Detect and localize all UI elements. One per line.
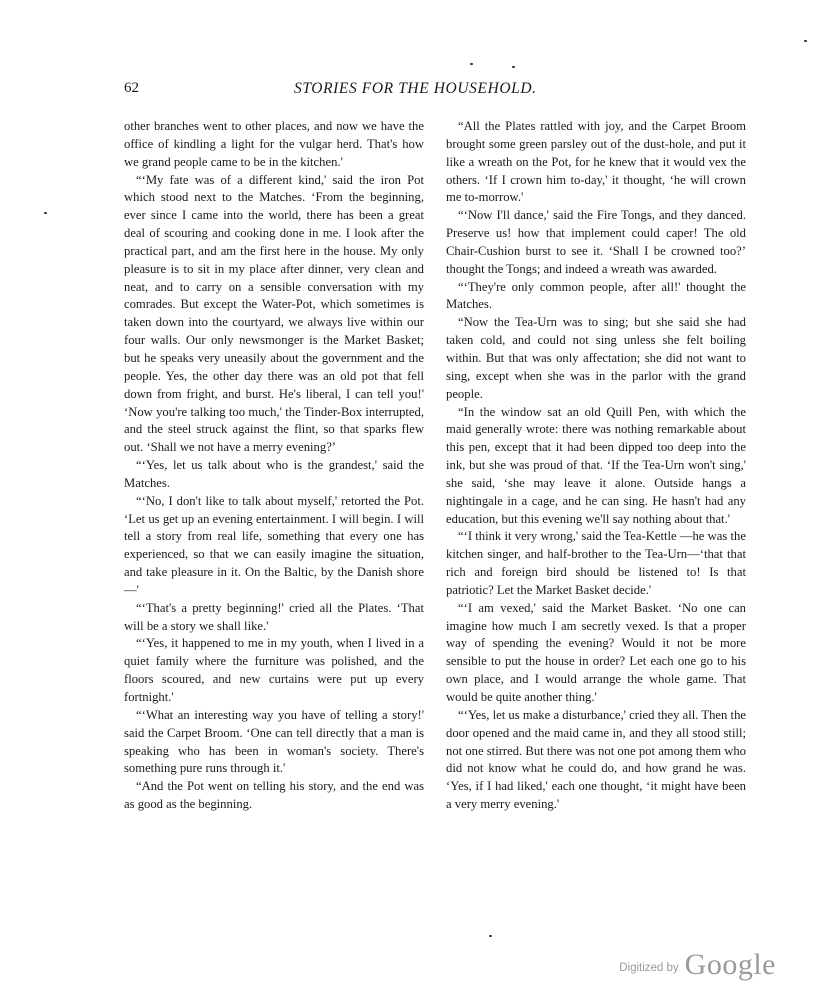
paragraph: “‘Yes, let us talk about who is the grandest,' said the Matches. xyxy=(124,458,424,490)
paragraph: “‘They're only common people, after all!' thought the Matches. xyxy=(446,279,746,312)
paragraph: other branches went to other places, and now we have the office of kindling a light for the vulgar herd. That's how we grand people came to be in the kitchen.' xyxy=(124,119,424,169)
scan-speck xyxy=(44,212,47,214)
paragraph: “‘That's a pretty beginning!' cried all the Plates. ‘That will be a story we shall like.' xyxy=(124,600,424,633)
scan-speck xyxy=(804,40,807,42)
paragraph: “‘Yes, it happened to me in my youth, when I lived in a quiet family where the furniture was polished, and the floors scoured, and new curtains were put up every fortnight.' xyxy=(124,636,424,704)
paragraph: “‘What an interesting way you have of telling a story!' said the Carpet Broom. ‘One can tell directly that a man is speaking who has been in woman's society. There's something pure runs through it.' xyxy=(124,707,424,776)
right-column xyxy=(446,118,746,814)
scan-speck xyxy=(470,63,473,65)
page-header xyxy=(124,80,754,104)
left-column xyxy=(124,118,424,814)
page-number: 62 xyxy=(124,80,139,96)
paragraph: “‘Yes, let us make a disturbance,' cried they all. Then the door opened and the maid came in, and they all stood still; not one stirred. But there was not one pot among them who did not know what he could do, and how grand he was. ‘Yes, if I had liked,' each one thought, ‘it might have been a very merry evening.' xyxy=(446,707,746,812)
paragraph: “In the window sat an old Quill Pen, with which the maid generally wrote: there was nothing remarkable about this pen, except that it had been dipped too deep into the ink, but she was proud of that. ‘If the Tea-Urn won't sing,' she said, ‘she may leave it alone. Outside hangs a nightingale in a cage, and he can sing. He hasn't had any education, but this evening we'll say nothing about that.' xyxy=(446,404,746,526)
paragraph: “‘Now I'll dance,' said the Fire Tongs, and they danced. Preserve us! how that implement could caper! The old Chair-Cushion burst to see it. ‘Shall I be crowned too?’ thought the Tongs; and indeed a wreath was awarded. xyxy=(446,208,746,276)
watermark-prefix: Digitized by xyxy=(619,962,679,974)
google-logo: Google xyxy=(684,948,776,981)
paragraph: “Now the Tea-Urn was to sing; but she said she had taken cold, and could not sing unless she felt boiling within. But that was only affectation; she did not want to sing, except when she was in the parlor with the grand people. xyxy=(446,315,746,401)
paragraph: “‘My fate was of a different kind,' said the iron Pot which stood next to the Matches. ‘From the beginning, ever since I came into the world, there has been a great deal of scouring and cooking done in me. I look after the practical part, and am the first here in the house. My only pleasure is to sit in my place after dinner, very clean and neat, and to carry on a sensible conversation with my comrades. But except the Water-Pot, which sometimes is taken down into the courtyard, we always live within our four walls. Our only newsmonger is the Market Basket; but he speaks very uneasily about the government and the people. Yes, the other day there was an old pot that fell down from fright, and burst. He's liberal, I can tell you!' ‘Now you're talking too much,' the Tinder-Box interrupted, and the steel struck against the flint, so that sparks flew out. ‘Shall we not have a merry evening?’ xyxy=(124,172,424,455)
running-head: STORIES FOR THE HOUSEHOLD. xyxy=(294,80,537,97)
scan-speck xyxy=(489,935,492,937)
paragraph: “And the Pot went on telling his story, and the end was as good as the beginning. xyxy=(124,779,424,812)
paragraph: “All the Plates rattled with joy, and the Carpet Broom brought some green parsley out of the dust-hole, and put it like a wreath on the Pot, for he knew that it would vex the others. ‘If I crown him to-day,' it thought, ‘he will crown me to-morrow.' xyxy=(446,119,746,205)
paragraph: “‘I am vexed,' said the Market Basket. ‘No one can imagine how much I am secretly vexed. Is that a proper way of spending the evening? Would it not be more sensible to put the house in order? Let each one go to his own place, and I would arrange the whole game. That would be quite another thing.' xyxy=(446,600,746,704)
scan-speck xyxy=(512,66,515,68)
paragraph: “‘No, I don't like to talk about myself,' retorted the Pot. ‘Let us get up an evening entertainment. I will begin. I will tell a story from real life, something that every one has experienced, so that we can easily imagine the situation, and take pleasure in it. On the Baltic, by the Danish shore—' xyxy=(124,493,424,597)
paragraph: “‘I think it very wrong,' said the Tea-Kettle —he was the kitchen singer, and half-brother to the Tea-Urn—‘that that rich and foreign bird should be listened to! Is that patriotic? Let the Market Basket decide.' xyxy=(446,529,746,597)
digitized-watermark xyxy=(619,948,776,982)
